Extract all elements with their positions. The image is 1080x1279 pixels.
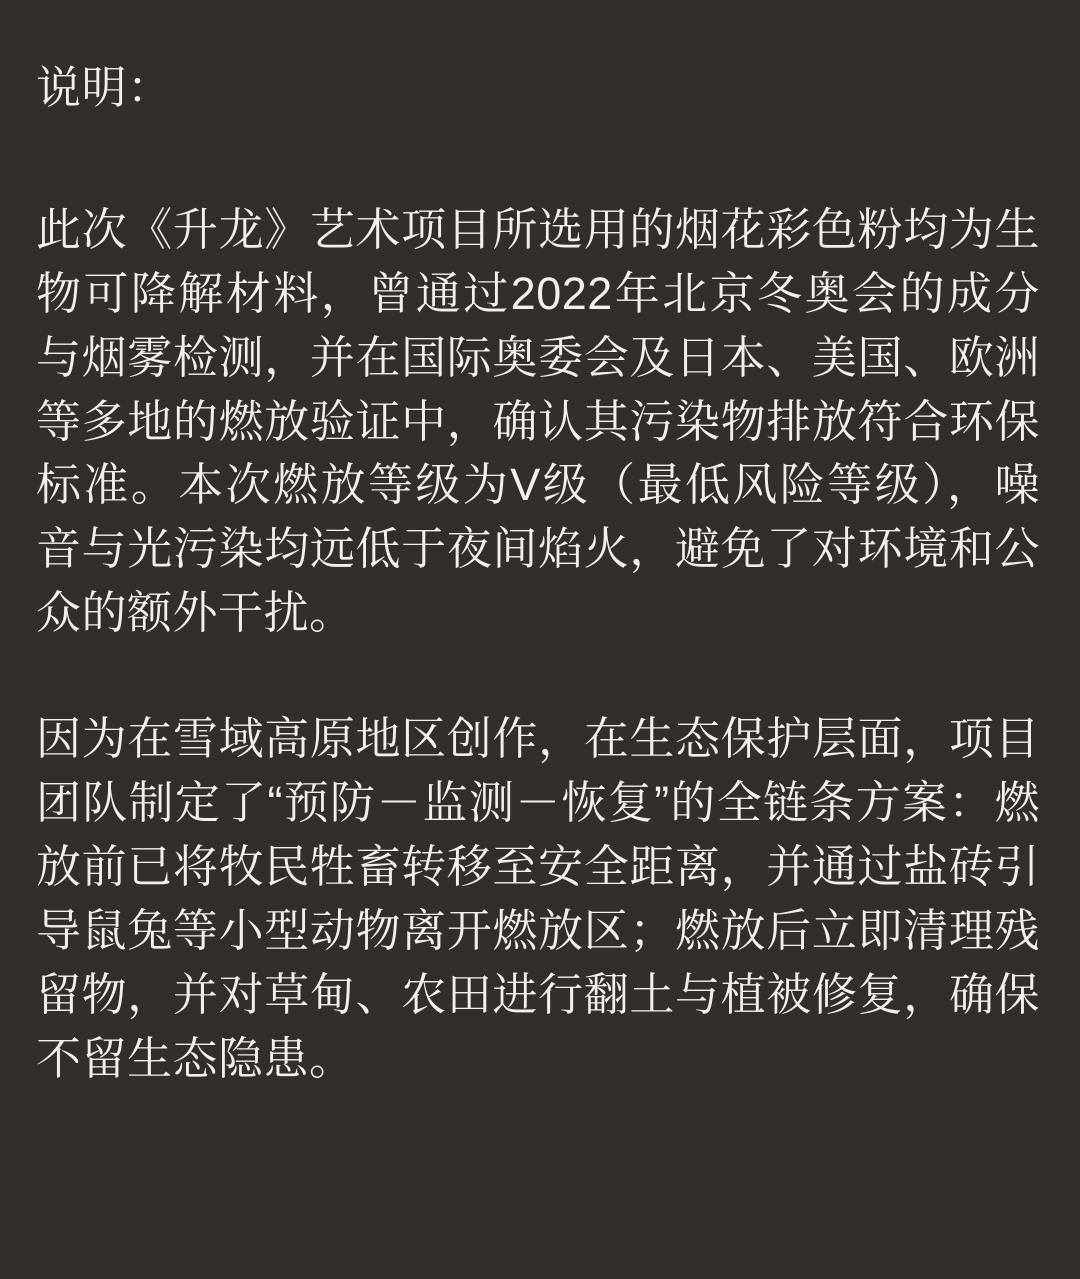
statement-heading: 说明： <box>36 62 173 113</box>
statement-paragraph-2: 因为在雪域高原地区创作，在生态保护层面，项目团队制定了“预防－监测－恢复”的全链条方案：燃放前已将牧民牲畜转移至安全距离，并通过盐砖引导鼠兔等小型动物离开燃放区；燃放后立即清理残留物，并对草甸、农田进行翻土与植被修复，确保不留生态隐患。 <box>36 713 1040 1084</box>
statement-body <box>36 56 1040 1090</box>
statement-paragraph-1: 此次《升龙》艺术项目所选用的烟花彩色粉均为生物可降解材料，曾通过2022年北京冬奥会的成分与烟雾检测，并在国际奥委会及日本、美国、欧洲等多地的燃放验证中，确认其污染物排放符合环保标准。本次燃放等级为V级（最低风险等级），噪音与光污染均远低于夜间焰火，避免了对环境和公众的额外干扰。 <box>36 203 1040 639</box>
